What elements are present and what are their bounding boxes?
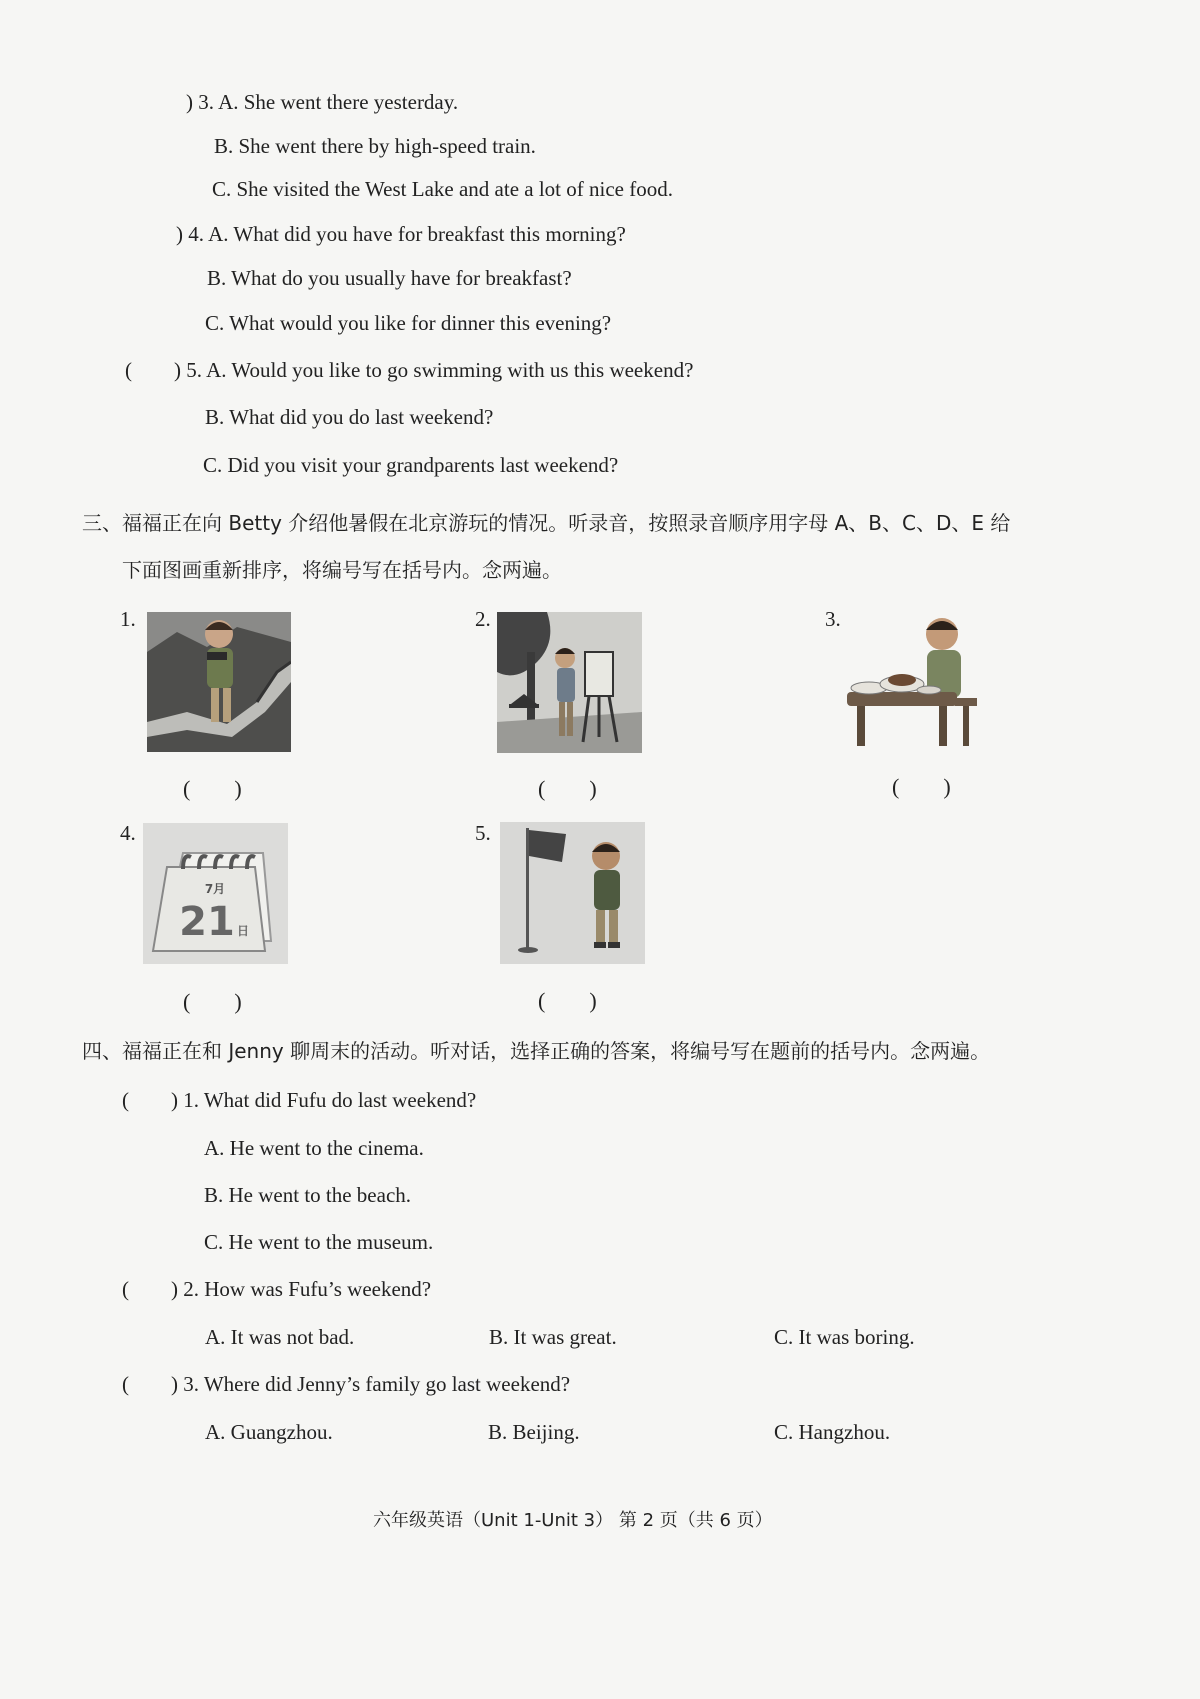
part2-item5-c: C. Did you visit your grandparents last weekend? [203, 453, 619, 477]
part4-q1-option-c: C. He went to the museum. [204, 1230, 434, 1254]
picture-4-answer-blank: ( ) [183, 989, 242, 1014]
page-footer: 六年级英语（Unit 1-Unit 3） 第 2 页（共 6 页） [373, 1510, 773, 1531]
part2-item4-a: ) 4. A. What did you have for breakfast this morning? [176, 222, 626, 246]
part4-q2-option-a: A. It was not bad. [205, 1325, 355, 1349]
part2-item5-a: ) 5. A. Would you like to go swimming with us this weekend? [174, 358, 694, 382]
picture-3-answer-blank: ( ) [892, 774, 951, 799]
part4-q1-option-a: A. He went to the cinema. [204, 1136, 424, 1160]
calendar-icon [143, 823, 288, 964]
part4-q3-paren: ( [122, 1372, 129, 1396]
part4-q1-paren: ( [122, 1088, 129, 1112]
picture-1-answer-blank: ( ) [183, 776, 242, 801]
picture-5-answer-blank: ( ) [538, 988, 597, 1013]
part4-q1-option-b: B. He went to the beach. [204, 1183, 412, 1207]
part4-q2-option-b: B. It was great. [489, 1325, 617, 1349]
part4-q2-text: ) 2. How was Fufu’s weekend? [171, 1277, 432, 1301]
flag-boy-icon [500, 822, 645, 964]
picture-1-number: 1. [120, 607, 136, 631]
painting-boy-icon [497, 612, 642, 753]
part4-q2-paren: ( [122, 1277, 129, 1301]
part4-q1-text: ) 1. What did Fufu do last weekend? [171, 1088, 477, 1112]
part2-item3-b: B. She went there by high-speed train. [214, 134, 536, 158]
part2-item3-a: ) 3. A. She went there yesterday. [186, 90, 459, 114]
part4-instruction: 四、福福正在和 Jenny 聊周末的活动。听对话，选择正确的答案，将编号写在题前的括号内。念两遍。 [82, 1039, 991, 1063]
part2-item3-c: C. She visited the West Lake and ate a lot of nice food. [212, 177, 673, 201]
part3-instruction-line2: 下面图画重新排序，将编号写在括号内。念两遍。 [122, 558, 562, 582]
part4-q3-option-c: C. Hangzhou. [774, 1420, 891, 1444]
part2-item5-paren: ( [125, 358, 132, 382]
picture-4-number: 4. [120, 821, 136, 845]
eating-boy-icon [847, 608, 977, 753]
calendar-month-label: 7月 [204, 882, 226, 896]
picture-3-number: 3. [825, 607, 841, 631]
calendar-day-label: 21 [179, 899, 235, 945]
part3-instruction-line1: 三、福福正在向 Betty 介绍他暑假在北京游玩的情况。听录音，按照录音顺序用字母 A、B、C、D、E 给 [82, 511, 1011, 535]
calendar-suffix-label: 日 [236, 924, 250, 938]
part4-q2-option-c: C. It was boring. [774, 1325, 915, 1349]
part2-item5-b: B. What did you do last weekend? [205, 405, 494, 429]
picture-2-answer-blank: ( ) [538, 776, 597, 801]
picture-2-number: 2. [475, 607, 491, 631]
great-wall-boy-icon [147, 612, 291, 752]
part2-item4-b: B. What do you usually have for breakfast? [207, 266, 572, 290]
part4-q3-option-b: B. Beijing. [488, 1420, 580, 1444]
part4-q3-text: ) 3. Where did Jenny’s family go last weekend? [171, 1372, 571, 1396]
part2-item4-c: C. What would you like for dinner this evening? [205, 311, 612, 335]
part4-q3-option-a: A. Guangzhou. [205, 1420, 333, 1444]
picture-5-number: 5. [475, 821, 491, 845]
